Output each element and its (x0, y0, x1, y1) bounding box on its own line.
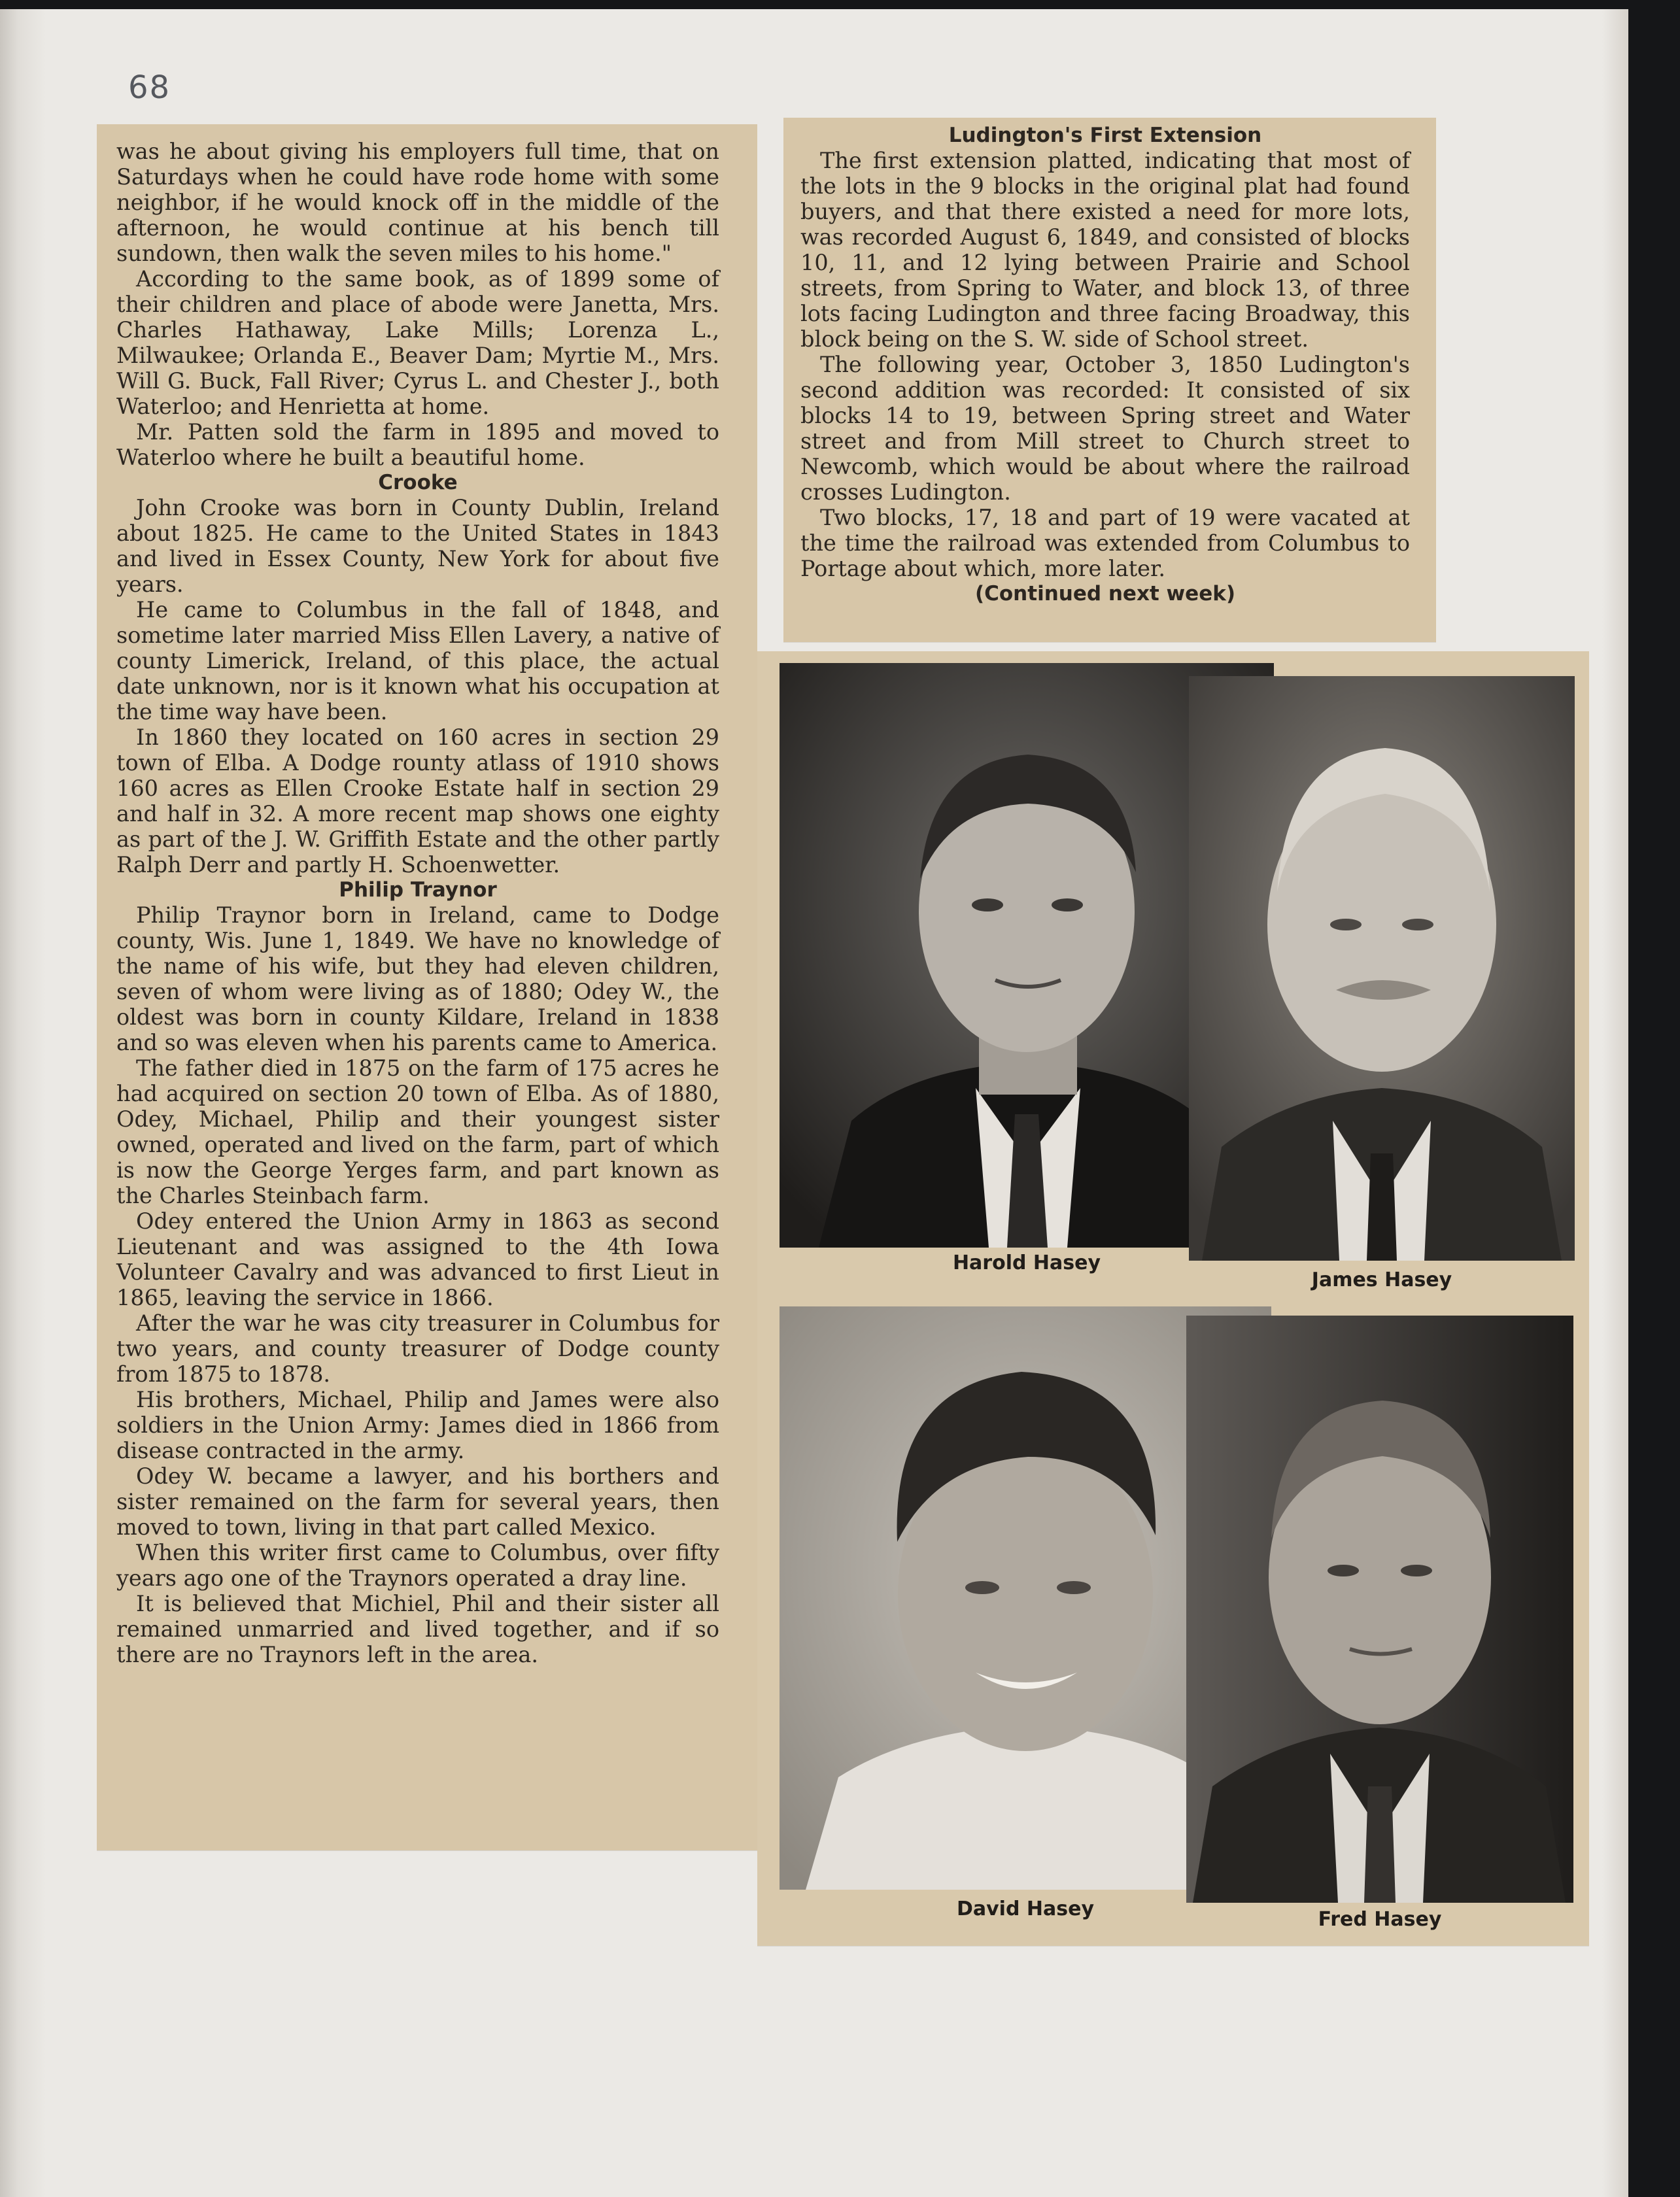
paragraph: According to the same book, as of 1899 some of their children and place of abode were Janetta, Mrs. Charles Hathaway, Lake Mills; Lorenza L., Milwaukee; Orlanda E., Beaver Dam; Myrtie M., Mrs. Will G. Buck, Fall River; Cyrus L. and Chester J., both Waterloo; and Henrietta at home. (116, 266, 719, 419)
paragraph: He came to Columbus in the fall of 1848, and sometime later married Miss Ellen Lavery, a native of county Limerick, Ireland, of this place, the actual date unknown, nor is it known what his occupation at the time way have been. (116, 597, 719, 724)
paragraph: Philip Traynor born in Ireland, came to Dodge county, Wis. June 1, 1849. We have no knowledge of the name of his wife, but they had eleven children, seven of whom were living as of 1880; Odey W., the oldest was born in county Kildare, Ireland in 1838 and so was eleven when his parents came to America. (116, 902, 719, 1055)
heading-philip-traynor: Philip Traynor (339, 878, 497, 902)
continued-next-week: (Continued next week) (974, 582, 1236, 605)
portrait-photo-fred (1186, 1316, 1573, 1903)
caption-david: David Hasey (956, 1898, 1094, 1920)
heading-ludington-first-extension: Ludington's First Extension (948, 124, 1262, 147)
clipping-left-column (97, 124, 757, 1850)
paragraph: Mr. Patten sold the farm in 1895 and moved to Waterloo where he built a beautiful home. (116, 419, 719, 470)
paragraph: was he about giving his employers full time, that on Saturdays when he could have rode home with some neighbor, if he would knock off in the middle of the afternoon, he would continue at his bench till sundown, then walk the seven miles to his home." (116, 139, 719, 266)
caption-harold: Harold Hasey (952, 1252, 1101, 1274)
paragraph: Odey entered the Union Army in 1863 as second Lieutenant and was assigned to the 4th Iowa Volunteer Cavalry and was advanced to first Lieut in 1865, leaving the service in 1866. (116, 1208, 719, 1310)
heading-crooke: Crooke (378, 471, 458, 494)
paragraph: John Crooke was born in County Dublin, Ireland about 1825. He came to the United States in 1843 and lived in Essex County, New York for about five years. (116, 495, 719, 597)
caption-james: James Hasey (1311, 1269, 1452, 1291)
paragraph: Two blocks, 17, 18 and part of 19 were vacated at the time the railroad was extended from Columbus to Portage about which, more later. (800, 505, 1410, 581)
paragraph: His brothers, Michael, Philip and James were also soldiers in the Union Army: James died in 1866 from disease contracted in the army. (116, 1387, 719, 1463)
paragraph: It is believed that Michiel, Phil and their sister all remained unmarried and lived together, and if so there are no Traynors left in the area. (116, 1591, 719, 1667)
page-binding-edge (0, 9, 46, 2197)
paragraph: The first extension platted, indicating that most of the lots in the 9 blocks in the original plat had found buyers, and that there existed a need for more lots, was recorded August 6, 1849, and consisted of blocks 10, 11, and 12 lying between Prairie and School streets, from Spring to Water, and block 13, of three lots facing Ludington and three facing Broadway, this block being on the S. W. side of School street. (800, 148, 1410, 352)
paragraph: The following year, October 3, 1850 Ludington's second addition was recorded: It consisted of six blocks 14 to 19, between Spring street and Water street and from Mill street to Church street to Newcomb, which would be about where the railroad crosses Ludington. (800, 352, 1410, 505)
paragraph: Odey W. became a lawyer, and his borthers and sister remained on the farm for several years, then moved to town, living in that part called Mexico. (116, 1463, 719, 1540)
portrait-photo-james (1189, 676, 1575, 1261)
paragraph: When this writer first came to Columbus, over fifty years ago one of the Traynors operated a dray line. (116, 1540, 719, 1591)
caption-fred: Fred Hasey (1318, 1908, 1442, 1931)
page-right-edge (1602, 9, 1628, 2197)
clipping-ludington-extension (783, 118, 1436, 642)
clipping-hasey-portraits (757, 651, 1589, 1946)
paragraph: In 1860 they located on 160 acres in section 29 town of Elba. A Dodge rounty atlass of 1910 shows 160 acres as Ellen Crooke Estate half in section 29 and half in 32. A more recent map shows one eighty as part of the J. W. Griffith Estate and the other partly Ralph Derr and partly H. Schoenwetter. (116, 724, 719, 877)
paragraph: After the war he was city treasurer in Columbus for two years, and county treasurer of Dodge county from 1875 to 1878. (116, 1310, 719, 1387)
paragraph: The father died in 1875 on the farm of 175 acres he had acquired on section 20 town of Elba. As of 1880, Odey, Michael, Philip and their youngest sister owned, operated and lived on the farm, part of which is now the George Yerges farm, and part known as the Charles Steinbach farm. (116, 1055, 719, 1208)
page-number: 68 (128, 69, 171, 106)
